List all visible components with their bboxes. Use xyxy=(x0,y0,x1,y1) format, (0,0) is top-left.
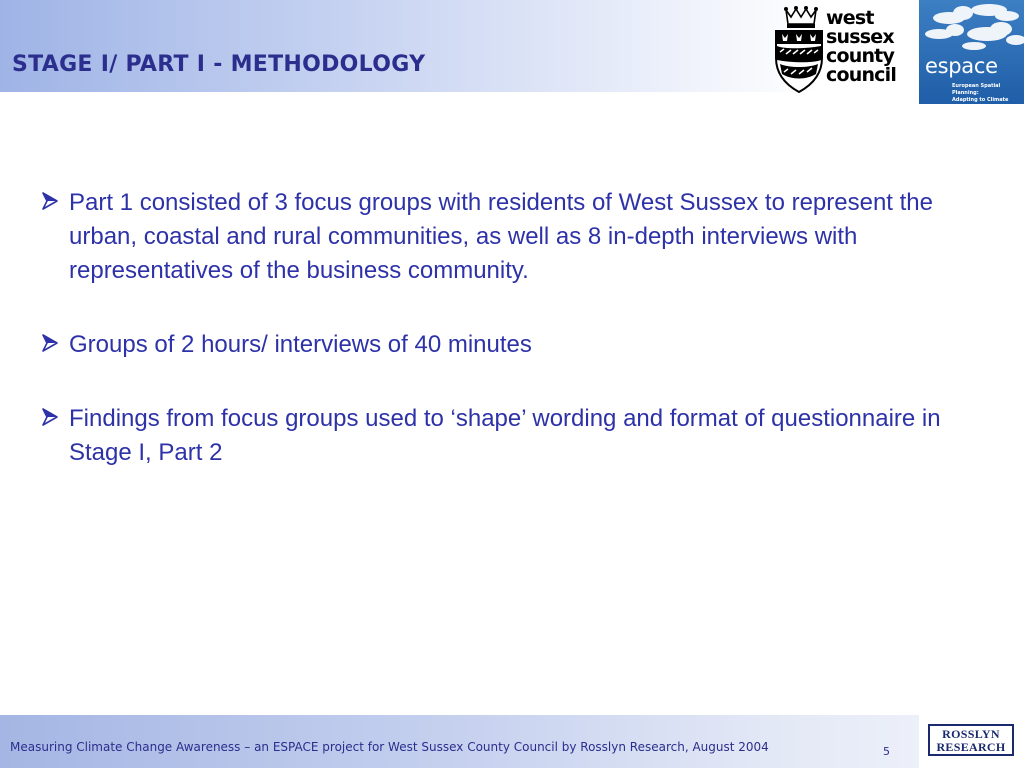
espace-tagline xyxy=(952,83,1022,111)
rosslyn-logo-frame xyxy=(928,724,1014,756)
espace-tagline-line: Adapting to Climate Events xyxy=(952,97,1009,110)
bullet-text: Findings from focus groups used to ‘shape’ wording and format of questionnaire in Stage I, Part 2 xyxy=(69,405,941,466)
arrow-bullet-icon xyxy=(42,192,58,210)
rosslyn-word: RESEARCH xyxy=(936,740,1006,754)
bullet-list xyxy=(42,186,992,510)
arrow-bullet-icon xyxy=(42,408,58,426)
rosslyn-research-logo xyxy=(919,715,1024,768)
arrow-bullet-icon xyxy=(42,334,58,352)
footer-caption: Measuring Climate Change Awareness – an ESPACE project for West Sussex County Council by Rosslyn Research, August 2004 xyxy=(10,740,769,754)
bullet-item xyxy=(42,186,992,288)
west-sussex-county-council-logo xyxy=(772,4,916,98)
wscc-word: council xyxy=(826,64,897,86)
bullet-item xyxy=(42,328,992,362)
espace-wordmark: espace xyxy=(925,54,998,78)
wscc-word: sussex xyxy=(826,26,894,48)
bullet-item xyxy=(42,402,992,470)
espace-logo xyxy=(919,0,1024,110)
footer-band xyxy=(0,715,1024,768)
wscc-wordmark xyxy=(826,9,916,85)
wscc-word: west xyxy=(826,7,874,29)
espace-tagline-line: European Spatial Planning: xyxy=(952,83,1001,96)
header-band xyxy=(0,0,1024,110)
wscc-word: county xyxy=(826,45,895,67)
bullet-text: Groups of 2 hours/ interviews of 40 minutes xyxy=(69,331,532,358)
wscc-crest-icon xyxy=(772,4,826,98)
page-number: 5 xyxy=(883,745,890,758)
slide-title: STAGE I/ PART I - METHODOLOGY xyxy=(12,52,426,77)
rosslyn-word: ROSSLYN xyxy=(942,727,1000,741)
bullet-text: Part 1 consisted of 3 focus groups with residents of West Sussex to represent the urban, coastal and rural communities, as well as 8 in-depth interviews with representatives of the business community. xyxy=(69,189,933,284)
